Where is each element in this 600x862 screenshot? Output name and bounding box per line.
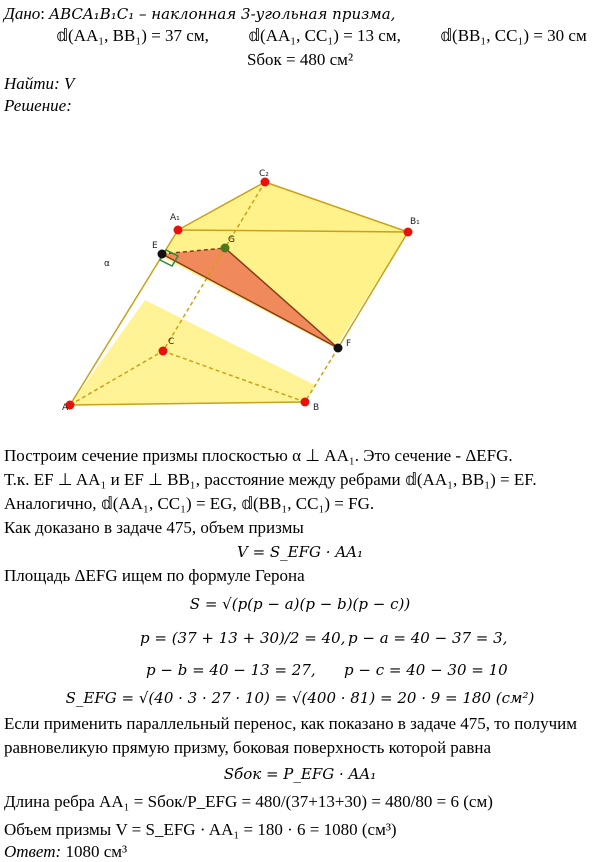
para-volume-ref: Как доказано в задаче 475, объем призмы xyxy=(4,518,304,537)
formula-volume: V = S_EFG · AA₁ xyxy=(236,543,364,561)
given-dist-1: 𝕕(AA₁, BB₁) = 37 см, xyxy=(56,26,209,45)
label-a: A xyxy=(62,403,69,413)
formula-lateral: Sбок = P_EFG · AA₁ xyxy=(223,765,377,783)
para-edge-length: Длина ребра AA₁ = Sбок/P_EFG = 480/(37+13+30) = 480/80 = 6 (см) xyxy=(4,792,493,811)
label-e: E xyxy=(152,241,158,251)
para-right-prism: равновеликую прямую призму, боковая поверхность которой равна xyxy=(4,738,492,757)
given-lateral-area: Sбок = 480 см² xyxy=(246,50,354,69)
label-f: F xyxy=(346,339,352,349)
formula-area: S_EFG = √(40 · 3 · 27 · 10) = √(400 · 81) = 20 · 9 = 180 (см²) xyxy=(65,689,535,707)
label-c: C xyxy=(168,337,175,347)
find-line: Найти: V xyxy=(4,74,75,93)
para-section: Построим сечение призмы плоскостью α ⊥ AA₁. Это сечение - ΔEFG. xyxy=(4,446,513,465)
answer-line: Ответ: 1080 см³ xyxy=(4,842,128,861)
given-line-1: Дано: ABCA₁B₁C₁ – наклонная 3-угольная призма, xyxy=(4,4,396,23)
given-label: Дано xyxy=(4,4,41,23)
label-alpha: α xyxy=(104,259,110,269)
edge-fb xyxy=(305,348,338,402)
formula-p-minus-a: p − a = 40 − 37 = 3, xyxy=(348,629,508,647)
solution-label: Решение: xyxy=(4,96,72,115)
vertex-b1 xyxy=(404,228,413,237)
label-c2: C₂ xyxy=(259,169,269,179)
label-b: B xyxy=(313,403,320,413)
vertex-a1 xyxy=(174,226,183,235)
find-value: V xyxy=(63,74,75,93)
answer-label: Ответ xyxy=(4,842,56,861)
prism-figure xyxy=(60,160,440,420)
para-volume-result: Объем призмы V = S_EFG · AA₁ = 180 · 6 = 1080 (см³) xyxy=(4,820,397,839)
formula-p: p = (37 + 13 + 30)/2 = 40, xyxy=(140,629,346,647)
formula-heron: S = √(p(p − a)(p − b)(p − c)) xyxy=(189,595,411,613)
answer-value: 1080 см³ xyxy=(65,842,128,861)
vertex-c xyxy=(159,347,168,356)
label-a1: A₁ xyxy=(170,213,180,223)
given-dist-2: 𝕕(AA₁, CC₁) = 13 см, xyxy=(248,26,401,45)
para-perpendicular: Т.к. EF ⊥ AA₁ и EF ⊥ BB₁, расстояние между ребрами 𝕕(AA₁, BB₁) = EF. xyxy=(4,470,537,489)
vertex-e xyxy=(158,250,167,259)
vertex-f xyxy=(334,344,343,353)
formula-p-minus-b: p − b = 40 − 13 = 27, xyxy=(146,661,316,679)
formula-p-minus-c: p − c = 40 − 30 = 10 xyxy=(344,661,508,679)
find-label: Найти xyxy=(4,74,55,93)
label-g: G xyxy=(228,235,235,245)
vertex-b xyxy=(301,398,310,407)
label-b1: B₁ xyxy=(410,217,420,227)
para-similarly: Аналогично, 𝕕(AA₁, CC₁) = EG, 𝕕(BB₁, CC₁) = FG. xyxy=(4,494,375,513)
para-translation: Если применить параллельный перенос, как показано в задаче 475, то получим xyxy=(4,714,578,733)
para-heron: Площадь ΔEFG ищем по формуле Герона xyxy=(4,566,305,585)
given-prism: ABCA₁B₁C₁ – наклонная 3-угольная призма, xyxy=(49,5,396,23)
given-dist-3: 𝕕(BB₁, CC₁) = 30 см xyxy=(440,26,587,45)
